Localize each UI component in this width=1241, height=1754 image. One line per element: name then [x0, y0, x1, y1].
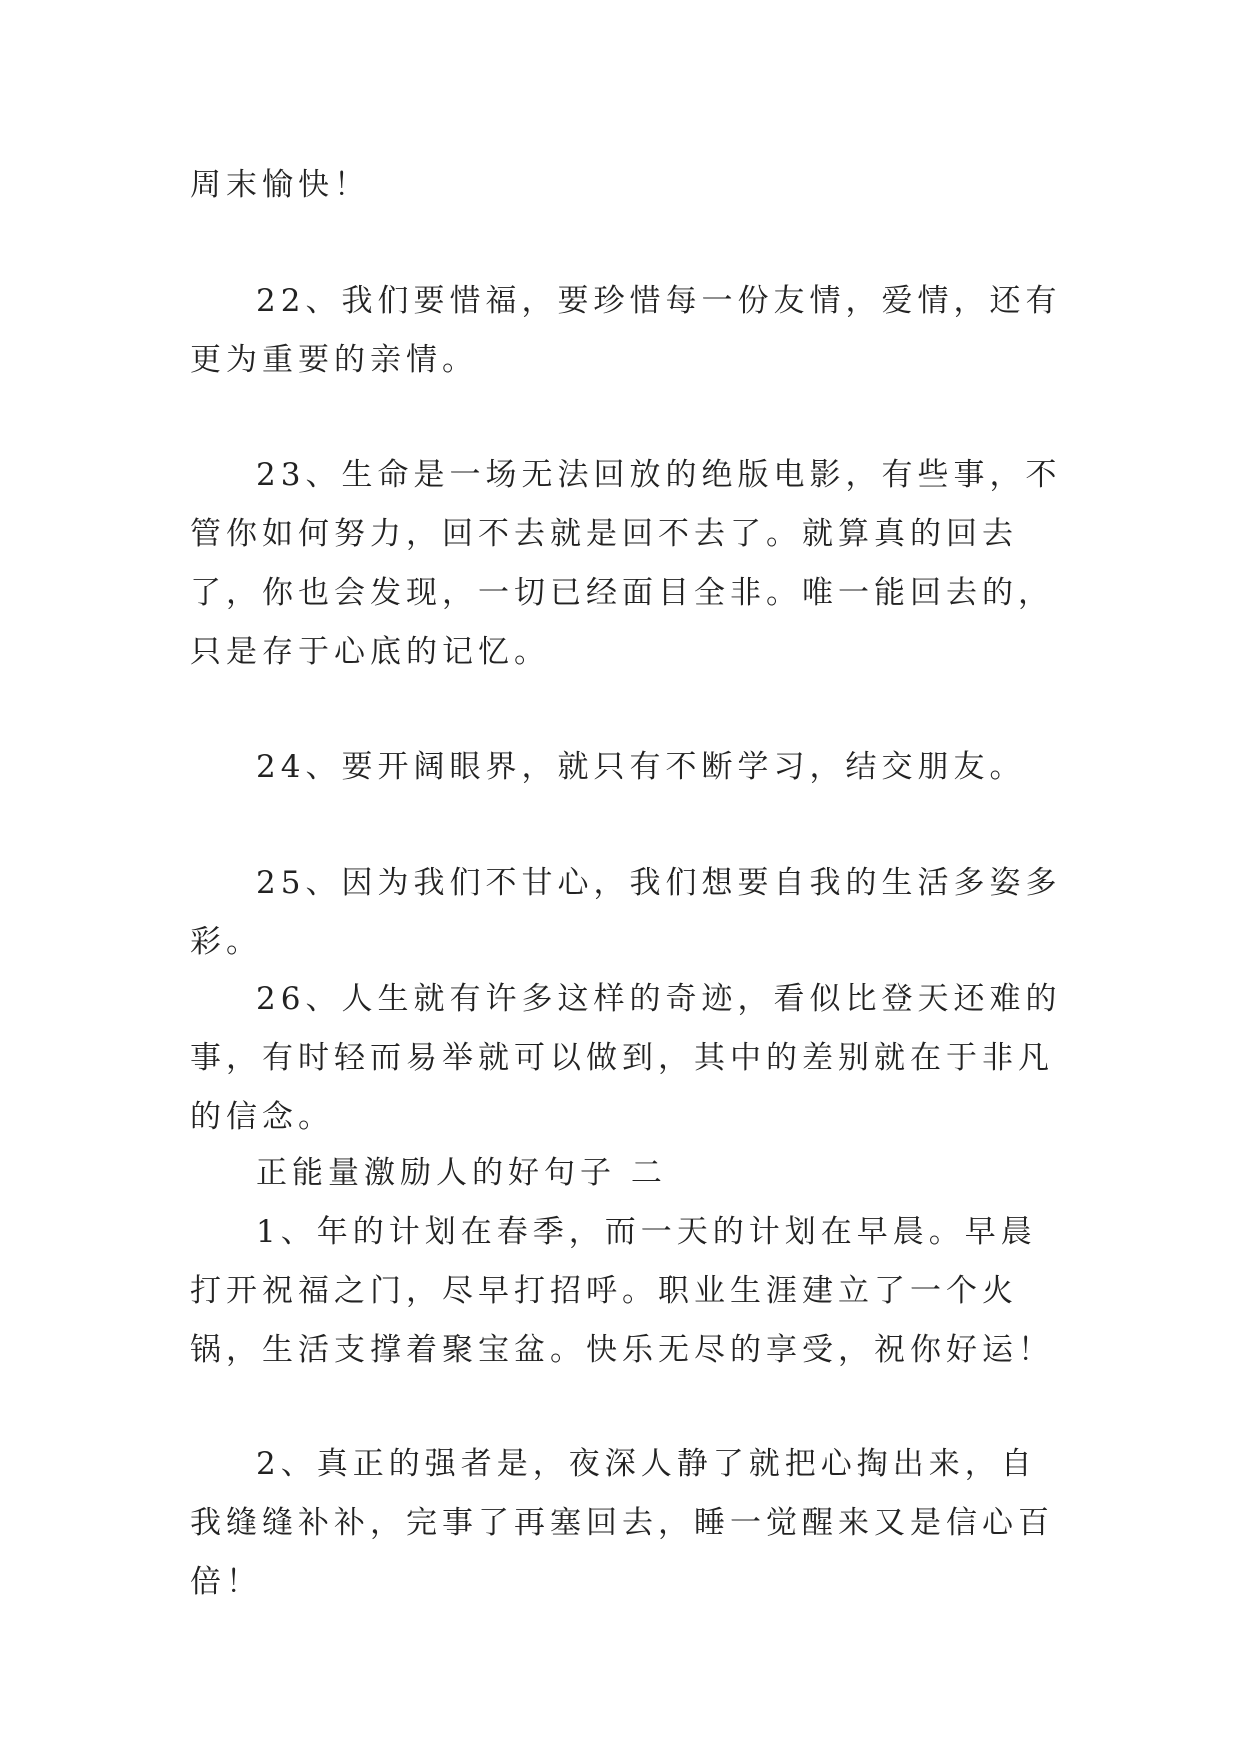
paragraph-item-2: 2、真正的强者是，夜深人静了就把心掏出来，自我缝缝补补，完事了再塞回去，睡一觉醒来又是信心百倍！: [190, 1446, 1054, 1600]
paragraph-item-22: 22、我们要惜福，要珍惜每一份友情，爱情，还有更为重要的亲情。: [190, 283, 1062, 378]
paragraph-item-1: 1、年的计划在春季，而一天的计划在早晨。早晨打开祝福之门，尽早打招呼。职业生涯建立了一个火锅，生活支撑着聚宝盆。快乐无尽的享受，祝你好运！: [190, 1214, 1054, 1368]
paragraph-item-24: 24、要开阔眼界，就只有不断学习，结交朋友。: [256, 749, 1026, 785]
paragraph-closing-line: 周末愉快！: [190, 167, 370, 203]
paragraph-item-23: 23、生命是一场无法回放的绝版电影，有些事，不管你如何努力，回不去就是回不去了。就算真的回去了，你也会发现，一切已经面目全非。唯一能回去的，只是存于心底的记忆。: [190, 457, 1062, 670]
section-heading: 正能量激励人的好句子 二: [256, 1155, 667, 1191]
paragraph-item-25: 25、因为我们不甘心，我们想要自我的生活多姿多彩。: [190, 865, 1062, 960]
paragraph-item-26: 26、人生就有许多这样的奇迹，看似比登天还难的事，有时轻而易举就可以做到，其中的差别就在于非凡的信念。: [190, 981, 1062, 1135]
